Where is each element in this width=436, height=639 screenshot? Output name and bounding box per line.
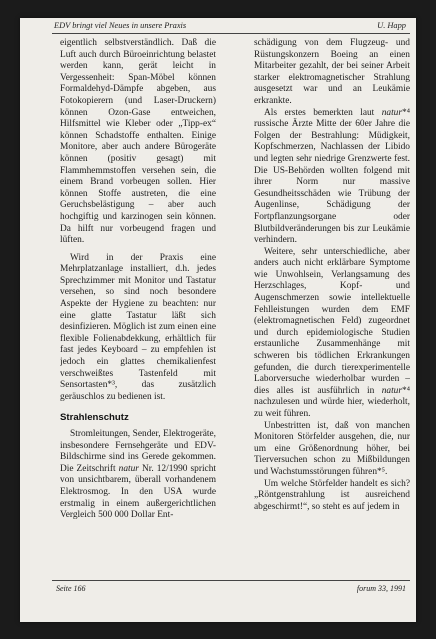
paragraph: Als erstes bemerkten laut natur*⁴ russische Ärzte Mitte der 60er Jahre die Folgen der Bestrahlung: Müdigkeit, Kopfschmerzen, Nachlassen der Libido und legten sehr niedrige Grenzwerte fest. Die US-Behörden wollten folgend mit ihrer Norm nur massive Gesundheitsschäden wie Trübung der Augenlinse, Schädigung der Fortpflanzungsorgane oder Blutbildveränderungen bis zur Leukämie verhindern. — [254, 107, 410, 246]
running-header — [52, 19, 410, 34]
left-column — [60, 38, 216, 578]
journal-issue: forum 33, 1991 — [356, 584, 406, 593]
paragraph: Stromleitungen, Sender, Elektrogeräte, insbesondere Fernsehgeräte und EDV-Bildschirme sind ins Gerede gekommen. Die Zeitschrift natur Nr. 12/1990 spricht von unsichtbarem, überall vorhandenem Elektrosmog. In den USA wurde erstmalig in einem außergerichtlichen Vergleich 500 000 Dollar Ent- — [60, 429, 216, 521]
paragraph: Wird in der Praxis eine Mehrplatzanlage installiert, d.h. jedes Sprechzimmer mit Monitor und Tastatur versehen, so sind noch besondere Aspekte der Hygiene zu beachten: nur eine glatte Tastatur läßt sich desinfizieren. Möglich ist zum einen eine flexible Folienabdekkung, erhältlich für fast jedes Keyboard – zu empfehlen ist jedoch ein glattes chemikalienfest verschweißtes Tastenfeld mit Sensortasten*³, das zusätzlich geräuschlos zu bedienen ist. — [60, 252, 216, 402]
paragraph: eigentlich selbstverständlich. Daß die Luft auch durch Büroeinrichtung belastet werden kann, gerät leicht in Vergessenheit: Span-Möbel können Formaldehyd-Dämpfe abgeben, aus Fotokopierern (und Laser-Druckern) können Ozon-Gase entweichen, Hilfsmittel wie Kleber oder „Tipp-ex“ können Schadstoffe enthalten. Einige Monitore, aber auch andere Bürogeräte können (positiv gesagt) mit Flammhemmstoffen versehen sein, die einem Brand vorbeugen sollen. Hier können Stoffe austreten, die eine Geruchsbelästigung – aber auch hochgiftig und karzinogen sein können. Da hilft nur vorbeugend fragen und lüften. — [60, 38, 216, 246]
section-heading: Strahlenschutz — [60, 412, 129, 424]
paragraph: Unbestritten ist, daß von manchen Monitoren Störfelder ausgehen, die, nur um eine Größenordnung höher, bei Tierversuchen schon zu Mißbildungen und Wachstumsstörungen führen*⁵. — [254, 420, 410, 477]
paragraph: schädigung von dem Flugzeug- und Rüstungskonzern Boeing an einen Mitarbeiter gezahlt, der bei seiner Arbeit starker elektromagnetischer Strahlung ausgesetzt war und an Leukämie erkrankte. — [254, 38, 410, 106]
running-footer — [52, 580, 410, 595]
right-column — [254, 38, 410, 578]
page-number: Seite 166 — [56, 584, 86, 593]
paragraph: Weitere, sehr unterschiedliche, aber anders auch nicht erklärbare Symptome wie Unwohlsein, Verlangsamung des Herzschlages, Kopf- und Augenschmerzen sowie intellektuelle Fehlleistungen wurden dem EMF (elektromagnetischen Feld) zugeordnet und durch epidemiologische Studien erstaunliche Zusammenhänge mit schweren bis tödlichen Erkrankungen gefunden, die durch tierexperimentelle Laborversuche wiederholbar wurden – dies alles ist ausführlich in natur*⁴ nachzulesen und würde hier, wiederholt, zu weit führen. — [254, 246, 410, 419]
header-author: U. Happ — [377, 21, 406, 30]
header-title: EDV bringt viel Neues in unsere Praxis — [54, 21, 187, 30]
paragraph: Um welche Störfelder handelt es sich? „Röntgenstrahlung ist ausreichend abgeschirmt!“, so steht es auf jedem in — [254, 478, 410, 512]
